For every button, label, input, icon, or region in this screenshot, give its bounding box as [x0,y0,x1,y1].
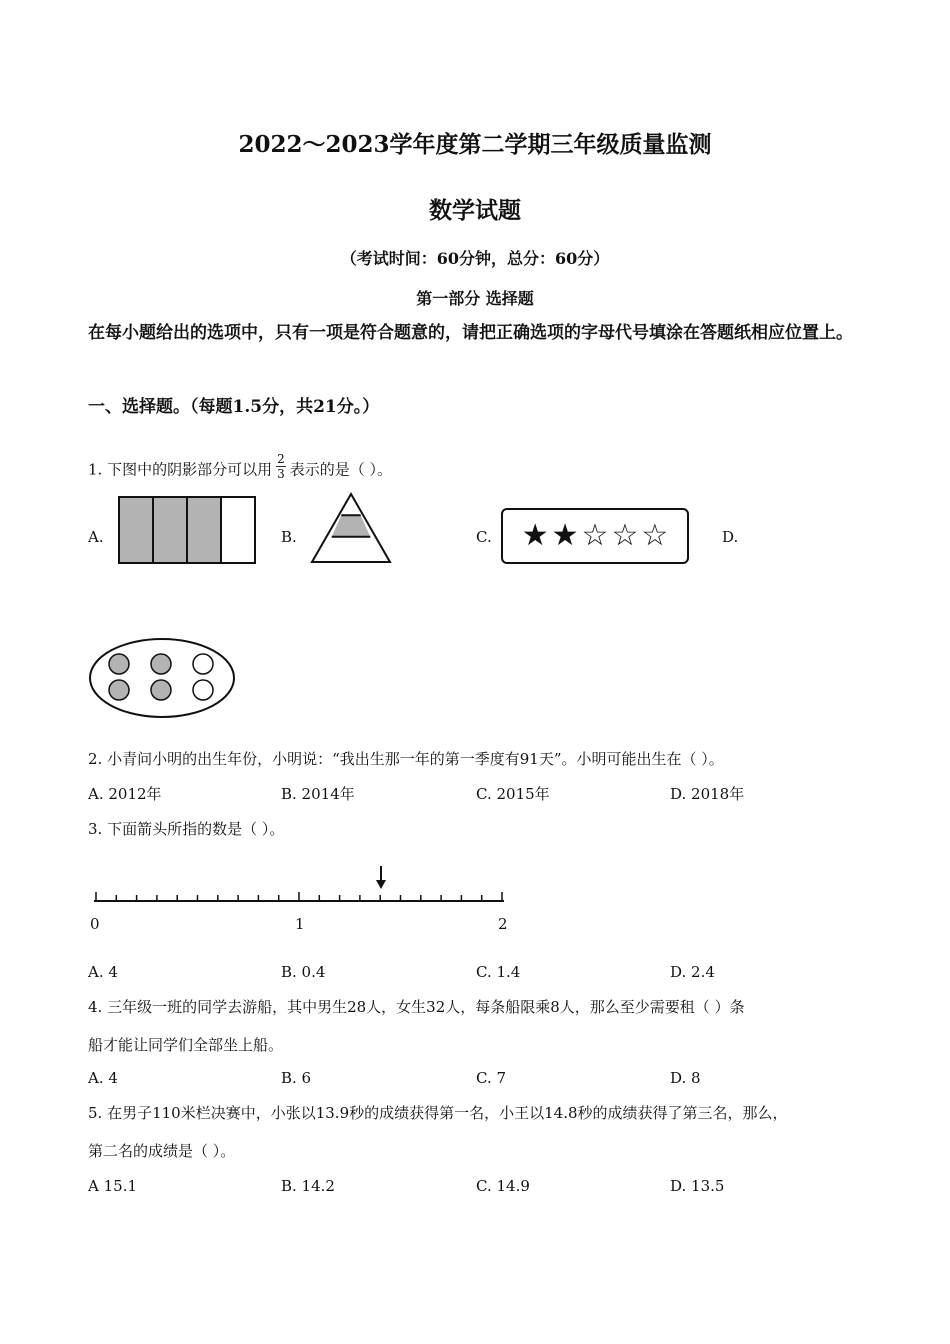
circle-shaded [109,654,129,674]
q2-option-a: A. 2012年 [88,785,162,803]
rect-part-1 [119,497,153,563]
rect-part-4 [221,497,255,563]
q3-option-d: D. 2.4 [670,963,715,981]
axis-label-2: 2 [498,915,508,933]
q3-option-c: C. 1.4 [476,963,521,981]
circle-empty [193,680,213,700]
q1-option-a-label: A. [88,528,104,546]
exam-title: 2022～2023学年度第二学期三年级质量监测 [238,131,712,158]
fraction-numerator: 2 [277,452,285,466]
circle-shaded [151,654,171,674]
q1-option-d-label: D. [722,528,739,546]
exam-subtitle: 数学试题 [429,197,521,224]
question-1 [88,452,393,485]
circle-shaded [151,680,171,700]
part-title: 第一部分 选择题 [416,289,534,308]
q3-option-b: B. 0.4 [281,963,326,981]
q2-option-c: C. 2015年 [476,785,550,803]
star-filled-icon: ★ [551,518,579,553]
instruction: 在每小题给出的选项中，只有一项是符合题意的，请把正确选项的字母代号填涂在答题纸相应位置上。 [88,323,853,343]
question-5-line-1: 5. 在男子110米栏决赛中，小张以13.9秒的成绩获得第一名，小王以14.8秒的成绩获得了第三名，那么， [88,1104,788,1122]
star-outline-icon: ☆ [581,518,609,553]
axis-label-1: 1 [295,915,305,933]
circle-empty [193,654,213,674]
fraction-denominator: 3 [277,467,285,481]
circle-shaded [109,680,129,700]
q5-option-c: C. 14.9 [476,1177,530,1195]
fraction [276,452,286,481]
q4-option-d: D. 8 [670,1069,701,1087]
figure-d-ellipse [88,637,236,719]
question-4-line-1: 4. 三年级一班的同学去游船，其中男生28人，女生32人，每条船限乘8人，那么至少需要租（ ）条 [88,998,745,1016]
question-5-line-2: 第二名的成绩是（ ）。 [88,1142,236,1160]
rect-part-2 [153,497,187,563]
exam-info: （考试时间：60分钟，总分：60分） [340,249,610,268]
q5-option-a: A 15.1 [88,1177,137,1195]
figure-b-triangle [308,492,394,564]
q4-option-c: C. 7 [476,1069,507,1087]
question-2: 2. 小青问小明的出生年份，小明说：“我出生那一年的第一季度有91天”。小明可能出生在（ ）。 [88,750,724,768]
number-line-ticks [96,892,502,901]
question-1-suffix: 表示的是（ ）。 [289,460,393,479]
axis-label-0: 0 [90,915,100,933]
q4-option-a: A. 4 [88,1069,118,1087]
q3-option-a: A. 4 [88,963,118,981]
q2-option-b: B. 2014年 [281,785,355,803]
question-1-prefix: 1. 下图中的阴影部分可以用 [88,460,273,479]
question-4-line-2: 船才能让同学们全部坐上船。 [88,1036,284,1054]
question-3: 3. 下面箭头所指的数是（ ）。 [88,820,285,838]
arrow-down-icon [376,866,386,889]
star-outline-icon: ☆ [641,518,669,553]
q4-option-b: B. 6 [281,1069,312,1087]
q1-option-b-label: B. [281,528,297,546]
q5-option-b: B. 14.2 [281,1177,335,1195]
q1-option-c-label: C. [476,528,492,546]
star-outline-icon: ☆ [611,518,639,553]
number-line [90,862,510,912]
q5-option-d: D. 13.5 [670,1177,725,1195]
figure-c-stars-box [501,508,689,564]
ellipse-outline [90,639,234,717]
q2-option-d: D. 2018年 [670,785,745,803]
rect-part-3 [187,497,221,563]
figure-a-rectangle [118,496,258,564]
section-title: 一、选择题。（每题1.5分，共21分。） [88,397,380,417]
star-filled-icon: ★ [521,518,549,553]
